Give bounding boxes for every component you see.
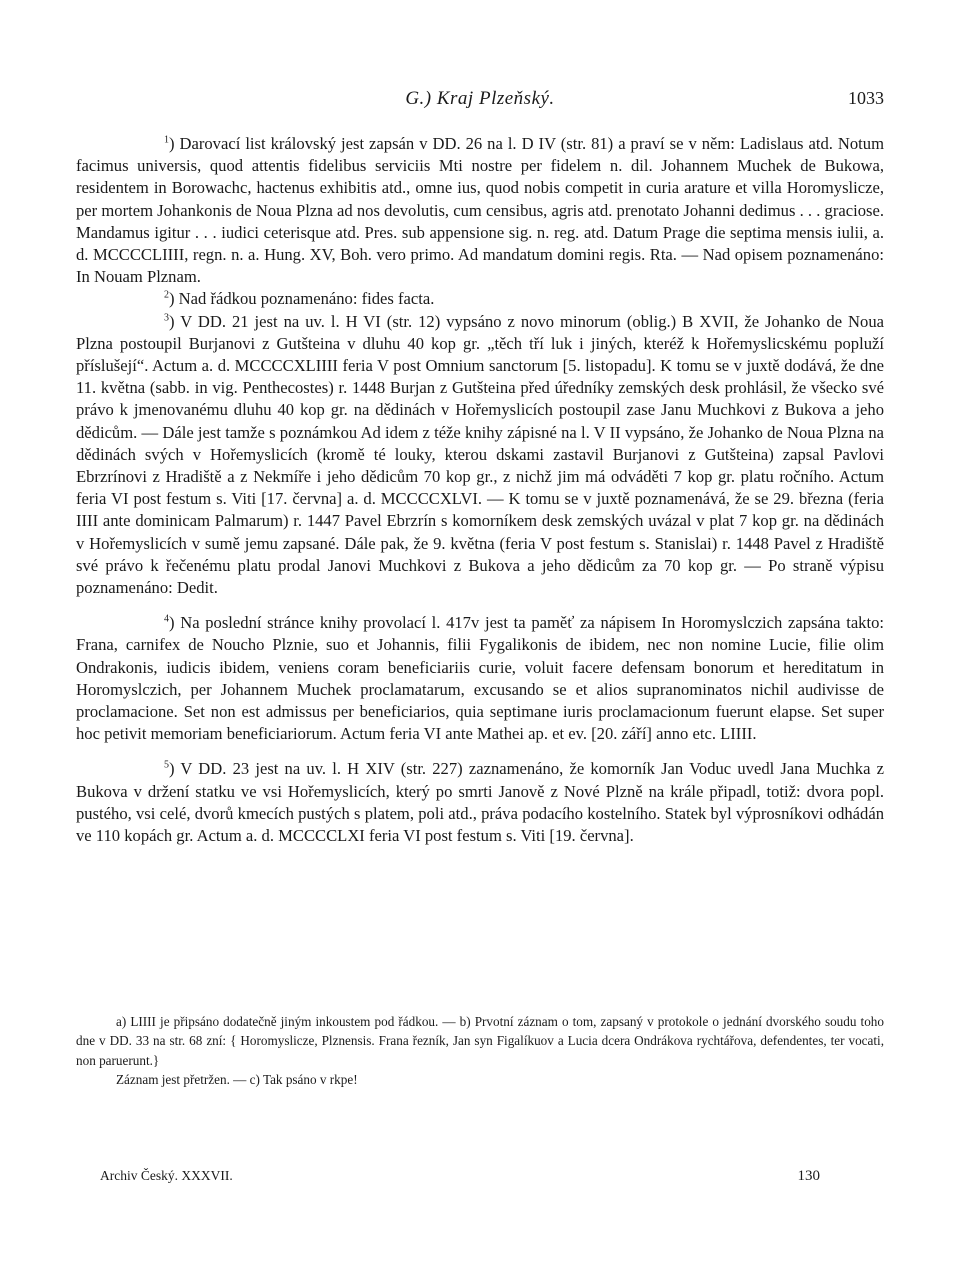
note-3 (76, 311, 884, 600)
note-marker: 2 (164, 289, 169, 301)
footnote-a-b: a) LIIII je připsáno dodatečně jiným inkoustem pod řádkou. — b) Prvotní záznam o tom, zapsaný v protokole o jednání dvorského soudu toho dne v DD. 33 na str. 68 zní: { Horomyslicze, Plznensis. Frana řezník, Jan syn Figalíkuov a Lucia dcera Ondrákova rychtářova, defendentes, ter vocati, non paruerunt.} (76, 1014, 884, 1068)
note-2 (76, 288, 884, 310)
note-4 (76, 612, 884, 745)
note-text: ) V DD. 23 jest na uv. l. H XIV (str. 227) zaznamenáno, že komorník Jan Voduc uvedl Jana Muchka z Bukova v držení statku ve vsi Hořemyslicích, který po smrti Janově z Nové Plzně na krále připadl, totiž: dvora popl. pustého, vsi celé, dvorů kmecích pustých s platem, poli atd., práva podacího kostelního. Statek byl výprosníkovi odhádán ve 110 kopách gr. Actum a. d. MCCCCLXI feria VI post festum s. Viti [19. června]. (76, 759, 884, 846)
notes-body (76, 133, 884, 847)
note-marker: 1 (164, 134, 169, 146)
note-text: ) Na poslední stránce knihy provolací l. 417v jest ta paměť za nápisem In Horomyslczich zapsána takto: Frana, carnifex de Noucho Plznie, suo et Johannis, filii Fygalikonis de ibidem, nec non nomine Lucie, filie olim Ondrakonis, iudicis ibidem, veniens coram beneficiariis curie, voluit facere defensam bonorum et hereditatum in Horomyslczich, per Johannem Muchek proclamatarum, excusando se et alios supranominatos nichil audivisse de proclamacione. Set non est admissus per beneficiarios, quia septimane iuris proclamacionum fuerunt elapse. Set super hoc petivit memoriam beneficiariorum. Actum feria VI ante Mathei ap. et ev. [20. září] anno etc. LIIII. (76, 613, 884, 744)
printer-signature: Archiv Český. XXXVII. (100, 1168, 233, 1183)
running-title: G.) Kraj Plzeňský. (405, 88, 555, 109)
note-1 (76, 133, 884, 288)
note-text: ) Darovací list královský jest zapsán v DD. 26 na l. D IV (str. 81) a praví se v něm: Ladislaus atd. Notum facimus universis, quod attentis fidelibus serviciis Mti nostre per fidelem n. dil. Johannem Muchek de Bukowa, residentem in Borowachc, hactenus exhibitis atd., omne ius, quod nobis competit in curia arature et villa Horomyslicze, per mortem Johankonis de Noua Plzna ad nos devolutis, cum censibus, agris atd. prenotato Johanni dedimus . . . graciose. Mandamus igitur . . . iudici ceterisque atd. Pres. sub appensione sig. n. reg. atd. Datum Prage die septima mensis iulii, a. d. MCCCCLIIII, regn. n. a. Hung. XV, Boh. vero primo. Ad mandatum domini regis. Rta. — Nad opisem poznamenáno: In Nouam Plznam. (76, 134, 884, 287)
note-marker: 5 (164, 759, 169, 771)
page-footer (100, 1168, 820, 1188)
page-number: 1033 (848, 88, 884, 108)
note-text: ) V DD. 21 jest na uv. l. H VI (str. 12) vypsáno z novo minorum (oblig.) B XVII, že Johanko de Noua Plzna postoupil Burjanovi z Gutšteina v dluhu 40 kop gr. „těch tří luk i jiných, kteréž k Hořemyslicskému popluží příslušejí“. Actum a. d. MCCCCXLIIII feria V post Omnium sanctorum [5. listopadu]. K tomu se v juxtě dodává, že dne 11. května (sabb. in vig. Penthecostes) r. 1448 Burjan z Gutšteina před úředníky zemských desk prohlásil, že všecko své právo k jmenovanému dluhu 40 kop gr. na dědinách v Hořemyslicích postoupil zase Janu Muchkovi z Bukova a jeho dědicům. — Dále jest tamže s poznámkou Ad idem z téže knihy zápisné na l. V II vypsáno, že Johanko de Noua Plzna na dědinách svých v Hořemyslicích (kromě té louky, kterou dskami zastavil Burjanovi z Gutšteina) zapsal Pavlovi Ebrzrínovi z Hradiště a z Nekmíře i jeho dědicům 70 kop gr., z nichž jim má odváděti 7 kop gr. platu ročního. Actum feria VI post festum s. Viti [17. června] a. d. MCCCCXLVI. — K tomu se v juxtě poznamenává, že se 29. března (feria IIII ante dominicam Palmarum) r. 1447 Pavel Ebrzrín s komorníkem desk zemských uvázal v plat 7 kop gr. na dědinách v Hořemyslicích v sumě jemu zapsané. Dále pak, že 9. května (feria V post festum s. Stanislai) r. 1448 Pavel z Hradiště své právo k řečenému platu prodal Janovi Muchkovi z Bukova a jeho dědicům za 70 kop gr. — Po straně výpisu poznamenáno: Dedit. (76, 311, 884, 598)
note-marker: 4 (164, 613, 169, 625)
note-text: ) Nad řádkou poznamenáno: fides facta. (169, 289, 435, 309)
textual-footnotes (76, 1012, 884, 1090)
footnote-c: Záznam jest přetržen. — c) Tak psáno v rkpe! (116, 1072, 358, 1088)
page-header (76, 88, 884, 114)
sheet-number: 130 (797, 1168, 820, 1184)
note-marker: 3 (164, 312, 169, 324)
note-5 (76, 758, 884, 847)
